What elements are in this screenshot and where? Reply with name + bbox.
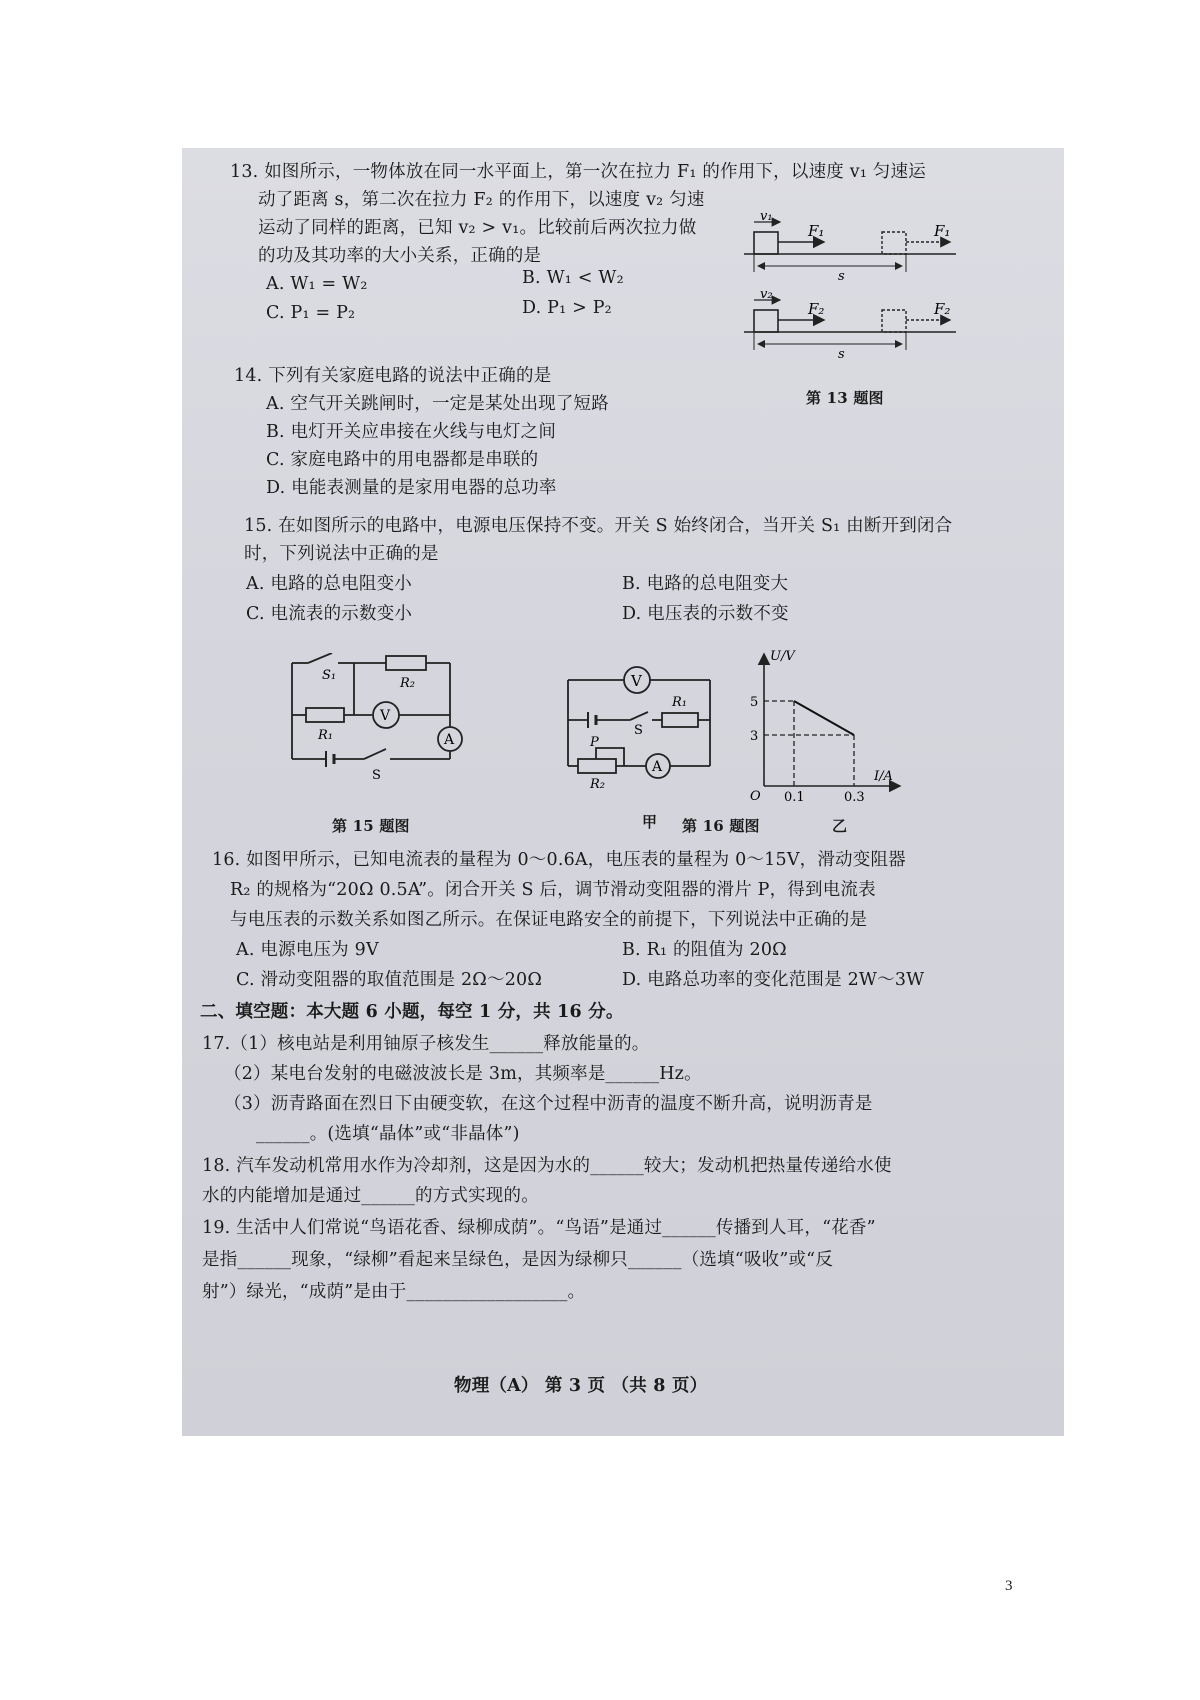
q13-option-b: B. W₁ < W₂: [522, 268, 624, 288]
q18-line1: 18. 汽车发动机常用水作为冷却剂，这是因为水的______较大；发动机把热量传递给水使: [202, 1156, 892, 1176]
q14-option-b: B. 电灯开关应串接在火线与电灯之间: [266, 422, 557, 442]
q16-option-d: D. 电路总功率的变化范围是 2W～3W: [622, 970, 925, 990]
q15-line2: 时，下列说法中正确的是: [244, 544, 439, 564]
section-2-heading: 二、填空题：本大题 6 小题，每空 1 分，共 16 分。: [200, 1002, 624, 1022]
q17-part3a: （3）沥青路面在烈日下由硬变软，在这个过程中沥青的温度不断升高，说明沥青是: [224, 1094, 873, 1114]
q15-r1-label: R₁: [318, 728, 333, 743]
graph-ytick-label: 5: [750, 695, 759, 710]
q14-stem: 14. 下列有关家庭电路的说法中正确的是: [234, 366, 552, 386]
q16-line2: R₂ 的规格为“20Ω 0.5A”。闭合开关 S 后，调节滑动变阻器的滑片 P，得到电流表: [230, 880, 876, 900]
q13-line1: 13. 如图所示，一物体放在同一水平面上，第一次在拉力 F₁ 的作用下，以速度 v₁ 匀速运: [230, 162, 926, 182]
q18-line2: 水的内能增加是通过______的方式实现的。: [202, 1186, 539, 1206]
q16-option-b: B. R₁ 的阻值为 20Ω: [622, 940, 787, 960]
q13-s-label-2: s: [838, 347, 845, 362]
q13-option-d: D. P₁ > P₂: [522, 298, 612, 318]
graph-x-label: I/A: [874, 769, 893, 784]
q15-ammeter-label: A: [444, 732, 455, 748]
q13-line4: 的功及其功率的大小关系，正确的是: [258, 246, 542, 266]
q16-line3: 与电压表的示数关系如图乙所示。在保证电路安全的前提下，下列说法中正确的是: [230, 910, 868, 930]
q13-figure-caption: 第 13 题图: [806, 389, 884, 407]
q13-option-a: A. W₁ = W₂: [266, 274, 368, 294]
q15-voltmeter-label: V: [380, 708, 391, 724]
q16-r2-label: R₂: [590, 777, 605, 792]
q13-s-label: s: [838, 269, 845, 284]
q15-circuit: [282, 653, 472, 793]
graph-data-line: [794, 701, 854, 735]
graph-ytick-label: 3: [750, 729, 759, 744]
q15-option-c: C. 电流表的示数变小: [246, 604, 413, 624]
q15-option-b: B. 电路的总电阻变大: [622, 574, 789, 594]
q16-graph-yi: [744, 646, 904, 801]
q13-option-c: C. P₁ = P₂: [266, 303, 356, 323]
q16-jia-label: 甲: [642, 813, 658, 831]
q16-yi-label: 乙: [832, 817, 848, 835]
q13-f1-label: F₁: [808, 222, 825, 240]
q13-line3: 运动了同样的距离，已知 v₂ > v₁。比较前后两次拉力做: [258, 218, 697, 238]
q15-figure-caption: 第 15 题图: [332, 817, 410, 835]
q16-line1: 16. 如图甲所示，已知电流表的量程为 0～0.6A，电压表的量程为 0～15V，滑动变阻器: [212, 850, 906, 870]
q16-r1-label: R₁: [672, 695, 687, 710]
page-number: 3: [1005, 1578, 1013, 1594]
q13-v1-label: v₁: [760, 209, 773, 224]
q13-line2: 动了距离 s，第二次在拉力 F₂ 的作用下，以速度 v₂ 匀速: [258, 190, 705, 210]
q19-line3: 射”）绿光，“成荫”是由于__________________。: [202, 1282, 586, 1302]
q13-f2-label-end: F₂: [934, 300, 951, 318]
q19-line2: 是指______现象，“绿柳”看起来呈绿色，是因为绿柳只______（选填“吸收”或“反: [202, 1250, 834, 1270]
scanned-exam-photo: [182, 148, 1064, 1436]
graph-origin-label: O: [750, 789, 761, 801]
q13-figure: [742, 208, 962, 383]
q14-option-a: A. 空气开关跳闸时，一定是某处出现了短路: [266, 394, 609, 414]
q13-f2-label: F₂: [808, 300, 825, 318]
q15-line1: 15. 在如图所示的电路中，电源电压保持不变。开关 S 始终闭合，当开关 S₁ 由断开到闭合: [244, 516, 953, 536]
q16-voltmeter-label: V: [631, 672, 642, 690]
q15-option-a: A. 电路的总电阻变小: [246, 574, 412, 594]
q14-option-c: C. 家庭电路中的用电器都是串联的: [266, 450, 539, 470]
q13-v2-label: v₂: [760, 287, 773, 302]
graph-y-label: U/V: [770, 649, 795, 664]
q15-s1-label: S₁: [322, 668, 337, 683]
q16-circuit-jia: [562, 658, 722, 798]
graph-xtick-label: 0.1: [784, 790, 805, 801]
q15-s-label: S: [372, 768, 381, 783]
q17-part3b: ______。(选填“晶体”或“非晶体”): [256, 1124, 520, 1144]
q13-f1-label-end: F₁: [934, 222, 951, 240]
q16-ammeter-label: A: [652, 759, 663, 775]
q16-option-c: C. 滑动变阻器的取值范围是 2Ω～20Ω: [236, 970, 543, 990]
q14-option-d: D. 电能表测量的是家用电器的总功率: [266, 478, 557, 498]
q16-s-label: S: [634, 723, 643, 738]
graph-xtick-label: 0.3: [844, 790, 865, 801]
q16-p-label: P: [590, 735, 599, 750]
q16-option-a: A. 电源电压为 9V: [236, 940, 379, 960]
q15-option-d: D. 电压表的示数不变: [622, 604, 789, 624]
q17-part1: 17.（1）核电站是利用铀原子核发生______释放能量的。: [202, 1034, 650, 1054]
q15-r2-label: R₂: [400, 676, 415, 691]
q16-figure-caption: 第 16 题图: [682, 817, 760, 835]
q17-part2: （2）某电台发射的电磁波波长是 3m，其频率是______Hz。: [224, 1064, 702, 1084]
page-footer: 物理（A） 第 3 页 （共 8 页）: [454, 1376, 708, 1396]
q19-line1: 19. 生活中人们常说“鸟语花香、绿柳成荫”。“鸟语”是通过______传播到人耳，“花香”: [202, 1218, 876, 1238]
